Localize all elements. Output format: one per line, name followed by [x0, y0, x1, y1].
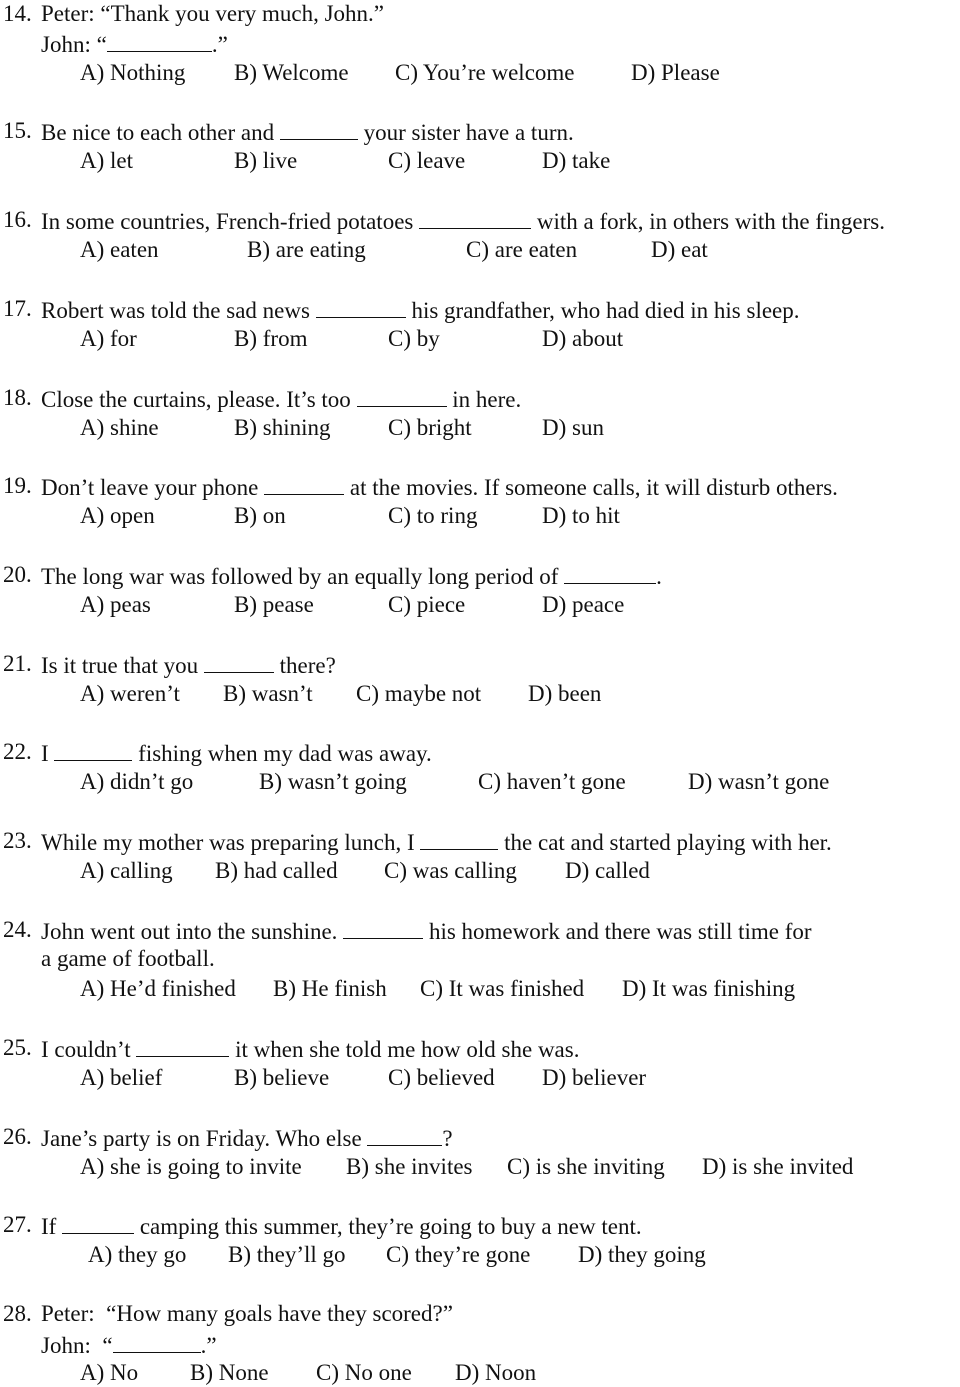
answer-option[interactable]: D) sun — [542, 415, 604, 440]
question-text-line — [41, 563, 662, 588]
answer-option[interactable]: B) pease — [234, 592, 314, 617]
answer-option[interactable]: D) Noon — [455, 1360, 537, 1385]
answer-option[interactable]: B) live — [234, 148, 298, 173]
answer-blank[interactable] — [280, 119, 358, 140]
answer-option[interactable]: C) they’re gone — [386, 1242, 531, 1267]
question-text: I — [41, 741, 55, 766]
question-text-line — [41, 1213, 642, 1238]
answer-option[interactable]: B) None — [190, 1360, 269, 1385]
answer-option[interactable]: D) is she invited — [702, 1154, 854, 1179]
answer-option[interactable]: C) by — [388, 326, 440, 351]
question-text: Close the curtains, please. It’s too — [41, 387, 357, 412]
question-text: Peter: “Thank you very much, John.” — [41, 1, 384, 26]
answer-blank[interactable] — [136, 1036, 229, 1057]
question-text: While my mother was preparing lunch, I — [41, 830, 421, 855]
answer-option[interactable]: C) maybe not — [356, 681, 482, 706]
question-text-line — [41, 829, 832, 854]
answer-option[interactable]: D) peace — [542, 592, 625, 617]
question-text: . — [656, 564, 662, 589]
question-text: ? — [442, 1126, 453, 1151]
question-number: 17. — [3, 296, 32, 321]
question-text: Is it true that you — [41, 653, 204, 678]
question-number: 19. — [3, 473, 32, 498]
answer-option[interactable]: D) they going — [578, 1242, 706, 1267]
question-number: 14. — [3, 1, 32, 26]
answer-option[interactable]: B) on — [234, 503, 286, 528]
question-text: John went out into the sunshine. — [41, 919, 344, 944]
question-text-line — [41, 947, 215, 970]
question-text: fishing when my dad was away. — [132, 741, 432, 766]
answer-option[interactable]: A) belief — [80, 1065, 163, 1090]
answer-option[interactable]: D) wasn’t gone — [688, 769, 830, 794]
question-number: 22. — [3, 739, 32, 764]
question-number: 25. — [3, 1035, 32, 1060]
question-text: Don’t leave your phone — [41, 475, 265, 500]
answer-blank[interactable] — [107, 31, 212, 52]
question-number: 23. — [3, 828, 32, 853]
answer-option[interactable]: B) shining — [234, 415, 331, 440]
question-text-line — [41, 208, 885, 233]
question-text-line — [41, 740, 432, 765]
question-number: 27. — [3, 1212, 32, 1237]
question-text-line — [41, 386, 521, 411]
answer-option[interactable]: C) It was finished — [420, 976, 585, 1001]
answer-option[interactable]: A) they go — [88, 1242, 187, 1267]
answer-option[interactable]: B) from — [234, 326, 308, 351]
question-text: his homework and there was still time for — [423, 919, 812, 944]
question-number: 16. — [3, 207, 32, 232]
answer-option[interactable]: C) is she inviting — [507, 1154, 665, 1179]
answer-blank[interactable] — [264, 474, 344, 495]
question-text-line — [41, 1125, 453, 1150]
question-text: Jane’s party is on Friday. Who else — [41, 1126, 368, 1151]
question-number: 20. — [3, 562, 32, 587]
answer-option[interactable]: A) weren’t — [80, 681, 180, 706]
answer-option[interactable]: D) about — [542, 326, 624, 351]
answer-blank[interactable] — [54, 740, 132, 761]
answer-option[interactable]: A) didn’t go — [80, 769, 194, 794]
answer-option[interactable]: B) He finish — [273, 976, 387, 1001]
question-number: 26. — [3, 1124, 32, 1149]
answer-option[interactable]: C) leave — [388, 148, 466, 173]
answer-option[interactable]: D) believer — [542, 1065, 647, 1090]
answer-blank[interactable] — [204, 652, 274, 673]
question-text: Be nice to each other and — [41, 120, 280, 145]
question-text-line — [41, 1036, 579, 1061]
answer-blank[interactable] — [420, 829, 498, 850]
question-text-line — [41, 918, 812, 943]
answer-option[interactable]: D) eat — [651, 237, 708, 262]
answer-option[interactable]: D) to hit — [542, 503, 620, 528]
question-text: Peter: “How many goals have they scored?” — [41, 1301, 453, 1326]
answer-option[interactable]: A) peas — [80, 592, 151, 617]
answer-option[interactable]: A) for — [80, 326, 137, 351]
answer-option[interactable]: B) wasn’t going — [259, 769, 407, 794]
question-text: a game of football. — [41, 946, 215, 971]
answer-blank[interactable] — [113, 1332, 201, 1353]
question-text: .” — [211, 32, 228, 57]
question-text: it when she told me how old she was. — [229, 1037, 580, 1062]
answer-option[interactable]: D) called — [565, 858, 650, 883]
answer-option[interactable]: C) to ring — [388, 503, 478, 528]
answer-option[interactable]: C) No one — [316, 1360, 412, 1385]
question-text: the cat and started playing with her. — [498, 830, 832, 855]
question-text-line — [41, 297, 800, 322]
question-text-line — [41, 119, 574, 144]
answer-option[interactable]: B) believe — [234, 1065, 330, 1090]
question-text: at the movies. If someone calls, it will disturb others. — [344, 475, 838, 500]
question-text-line — [41, 2, 384, 25]
question-number: 18. — [3, 385, 32, 410]
answer-option[interactable]: C) believed — [388, 1065, 495, 1090]
answer-option[interactable]: A) eaten — [80, 237, 159, 262]
question-text: If — [41, 1214, 63, 1239]
question-text-line — [41, 1332, 217, 1357]
question-text: John: “ — [41, 1333, 113, 1358]
question-text: Robert was told the sad news — [41, 298, 316, 323]
answer-option[interactable]: B) are eating — [247, 237, 366, 262]
answer-option[interactable]: A) He’d finished — [80, 976, 236, 1001]
answer-option[interactable]: A) shine — [80, 415, 159, 440]
answer-option[interactable]: A) open — [80, 503, 155, 528]
answer-option[interactable]: A) calling — [80, 858, 173, 883]
answer-option[interactable]: A) Nothing — [80, 60, 186, 85]
answer-blank[interactable] — [316, 297, 406, 318]
question-text: in here. — [446, 387, 522, 412]
question-text: John: “ — [41, 32, 107, 57]
answer-option[interactable]: C) You’re welcome — [395, 60, 575, 85]
question-text: I couldn’t — [41, 1037, 137, 1062]
question-text-line — [41, 474, 838, 499]
answer-option[interactable]: D) take — [542, 148, 611, 173]
question-text-line — [41, 652, 336, 677]
answer-blank[interactable] — [419, 208, 531, 229]
answer-option[interactable]: C) haven’t gone — [478, 769, 626, 794]
question-number: 28. — [3, 1301, 32, 1326]
question-number: 21. — [3, 651, 32, 676]
answer-blank[interactable] — [564, 563, 656, 584]
answer-option[interactable]: A) No — [80, 1360, 139, 1385]
question-text: your sister have a turn. — [357, 120, 574, 145]
answer-option[interactable]: B) they’ll go — [228, 1242, 346, 1267]
answer-option[interactable]: D) been — [528, 681, 602, 706]
question-text: The long war was followed by an equally long period of — [41, 564, 565, 589]
answer-option[interactable]: B) had called — [215, 858, 338, 883]
answer-blank[interactable] — [343, 918, 423, 939]
answer-option[interactable]: C) bright — [388, 415, 472, 440]
answer-option[interactable]: B) Welcome — [234, 60, 349, 85]
answer-blank[interactable] — [62, 1213, 134, 1234]
answer-option[interactable]: C) are eaten — [466, 237, 578, 262]
answer-option[interactable]: A) let — [80, 148, 134, 173]
question-text: with a fork, in others with the fingers. — [531, 209, 885, 234]
question-text: there? — [273, 653, 336, 678]
answer-blank[interactable] — [367, 1125, 442, 1146]
question-text: .” — [200, 1333, 217, 1358]
answer-option[interactable]: B) wasn’t — [223, 681, 313, 706]
answer-blank[interactable] — [357, 386, 447, 407]
question-number: 15. — [3, 118, 32, 143]
question-text-line — [41, 31, 228, 56]
answer-option[interactable]: D) It was finishing — [622, 976, 796, 1001]
question-number: 24. — [3, 917, 32, 942]
question-text: his grandfather, who had died in his sleep. — [405, 298, 800, 323]
answer-option[interactable]: B) she invites — [346, 1154, 473, 1179]
answer-option[interactable]: D) Please — [631, 60, 720, 85]
question-text-line — [41, 1302, 453, 1325]
answer-option[interactable]: C) was calling — [384, 858, 517, 883]
question-text: In some countries, French-fried potatoes — [41, 209, 420, 234]
answer-option[interactable]: C) piece — [388, 592, 466, 617]
answer-option[interactable]: A) she is going to invite — [80, 1154, 302, 1179]
question-text: camping this summer, they’re going to buy a new tent. — [134, 1214, 642, 1239]
